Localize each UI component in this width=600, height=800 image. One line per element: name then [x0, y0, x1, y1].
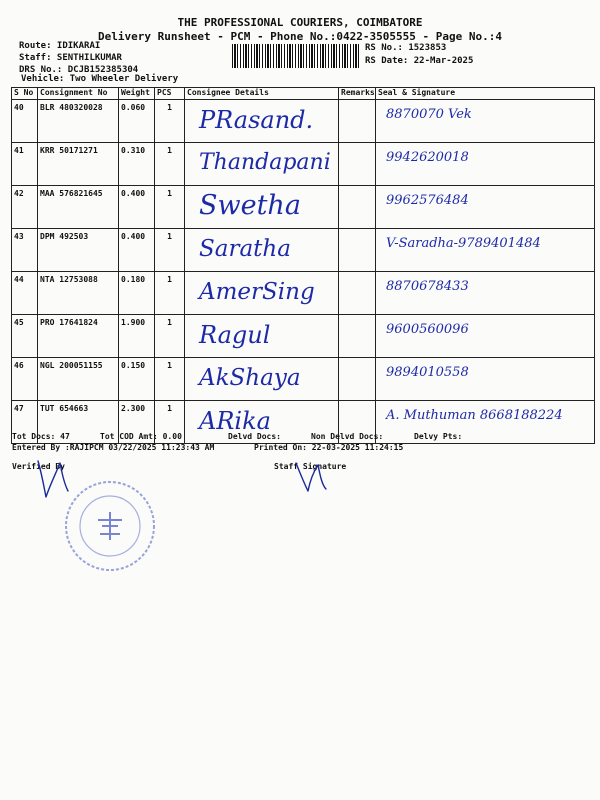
- remarks-cell: [339, 100, 376, 143]
- sno-cell: 45: [12, 315, 38, 358]
- table-row: [12, 186, 595, 229]
- sno-cell: 41: [12, 143, 38, 186]
- seal-signature-cell: V-Saradha-9789401484: [376, 229, 595, 272]
- pcs-cell: 1: [155, 401, 185, 444]
- runsheet-title: THE PROFESSIONAL COURIERS, COIMBATORE: [177, 16, 423, 29]
- sno-cell: 40: [12, 100, 38, 143]
- remarks-cell: [339, 272, 376, 315]
- pcs-cell: 1: [155, 143, 185, 186]
- sno-cell: 47: [12, 401, 38, 444]
- rs-number: RS No.: 1523853: [365, 43, 447, 53]
- pcs-cell: 1: [155, 186, 185, 229]
- table-row: [12, 401, 595, 444]
- barcode: [232, 44, 360, 68]
- weight-cell: 0.400: [119, 229, 155, 272]
- entered-by: Entered By :RAJIPCM 03/22/2025 11:23:43 AM: [12, 443, 215, 452]
- table-header-row: [12, 88, 595, 100]
- seal-signature-cell: 9942620018: [376, 143, 595, 186]
- remarks-cell: [339, 315, 376, 358]
- total-docs: Tot Docs: 47: [12, 432, 70, 441]
- route-label: Route: IDIKARAI: [19, 41, 101, 51]
- remarks-cell: [339, 229, 376, 272]
- pcs-cell: 1: [155, 272, 185, 315]
- runsheet-table: [11, 87, 595, 444]
- col-consignment: Consignment No: [38, 88, 119, 100]
- total-cod: Tot COD Amt: 0.00: [100, 432, 182, 441]
- table-row: [12, 229, 595, 272]
- consignment-cell: TUT 654663: [38, 401, 119, 444]
- weight-cell: 0.400: [119, 186, 155, 229]
- seal-signature-cell: 8870678433: [376, 272, 595, 315]
- weight-cell: 1.900: [119, 315, 155, 358]
- verified-by-label: Verified By: [12, 462, 65, 471]
- delivery-points: Delvy Pts:: [414, 432, 463, 441]
- drs-label: DRS No.: DCJB152385304: [19, 65, 139, 75]
- weight-cell: 0.310: [119, 143, 155, 186]
- consignee-handwritten-name: AkShaya: [185, 358, 339, 401]
- pcs-cell: 1: [155, 229, 185, 272]
- consignee-handwritten-name: Ragul: [185, 315, 339, 358]
- consignee-handwritten-name: Saratha: [185, 229, 339, 272]
- seal-signature-cell: 9894010558: [376, 358, 595, 401]
- office-stamp: [62, 478, 158, 574]
- table-row: [12, 315, 595, 358]
- consignment-cell: DPM 492503: [38, 229, 119, 272]
- pcs-cell: 1: [155, 358, 185, 401]
- col-pcs: PCS: [155, 88, 185, 100]
- pcs-cell: 1: [155, 100, 185, 143]
- table-row: [12, 143, 595, 186]
- remarks-cell: [339, 186, 376, 229]
- weight-cell: 0.180: [119, 272, 155, 315]
- consignment-cell: PRO 17641824: [38, 315, 119, 358]
- col-seal: Seal & Signature: [376, 88, 595, 100]
- sno-cell: 43: [12, 229, 38, 272]
- delivered-docs: Delvd Docs:: [228, 432, 281, 441]
- seal-signature-cell: 8870070 Vek: [376, 100, 595, 143]
- seal-signature-cell: 9600560096: [376, 315, 595, 358]
- col-weight: Weight: [119, 88, 155, 100]
- table-row: [12, 100, 595, 143]
- remarks-cell: [339, 143, 376, 186]
- consignee-handwritten-name: AmerSing: [185, 272, 339, 315]
- col-sno: S No: [12, 88, 38, 100]
- col-consignee: Consignee Details: [185, 88, 339, 100]
- consignee-handwritten-name: Thandapani: [185, 143, 339, 186]
- consignee-handwritten-name: PRasand.: [185, 100, 339, 143]
- rs-date: RS Date: 22-Mar-2025: [365, 56, 474, 66]
- consignment-cell: BLR 480320028: [38, 100, 119, 143]
- col-remarks: Remarks: [339, 88, 376, 100]
- vehicle-label: Vehicle: Two Wheeler Delivery: [21, 74, 179, 84]
- sno-cell: 46: [12, 358, 38, 401]
- consignee-handwritten-name: Swetha: [185, 186, 339, 229]
- pcs-cell: 1: [155, 315, 185, 358]
- weight-cell: 2.300: [119, 401, 155, 444]
- consignment-cell: MAA 576821645: [38, 186, 119, 229]
- consignment-cell: NTA 12753088: [38, 272, 119, 315]
- table-row: [12, 358, 595, 401]
- seal-signature-cell: A. Muthuman 8668188224: [376, 401, 595, 444]
- weight-cell: 0.150: [119, 358, 155, 401]
- staff-signature-label: Staff Signature: [274, 462, 347, 471]
- consignment-cell: KRR 50171271: [38, 143, 119, 186]
- consignee-handwritten-name: ARika: [185, 401, 339, 444]
- printed-on: Printed On: 22-03-2025 11:24:15: [254, 443, 404, 452]
- non-delivered-docs: Non Delvd Docs:: [311, 432, 384, 441]
- table-row: [12, 272, 595, 315]
- consignment-cell: NGL 200051155: [38, 358, 119, 401]
- staff-label: Staff: SENTHILKUMAR: [19, 53, 122, 63]
- runsheet-subtitle: Delivery Runsheet - PCM - Phone No.:0422-3505555 - Page No.:4: [98, 30, 502, 43]
- remarks-cell: [339, 358, 376, 401]
- sno-cell: 42: [12, 186, 38, 229]
- weight-cell: 0.060: [119, 100, 155, 143]
- staff-signature: [290, 455, 340, 505]
- seal-signature-cell: 9962576484: [376, 186, 595, 229]
- sno-cell: 44: [12, 272, 38, 315]
